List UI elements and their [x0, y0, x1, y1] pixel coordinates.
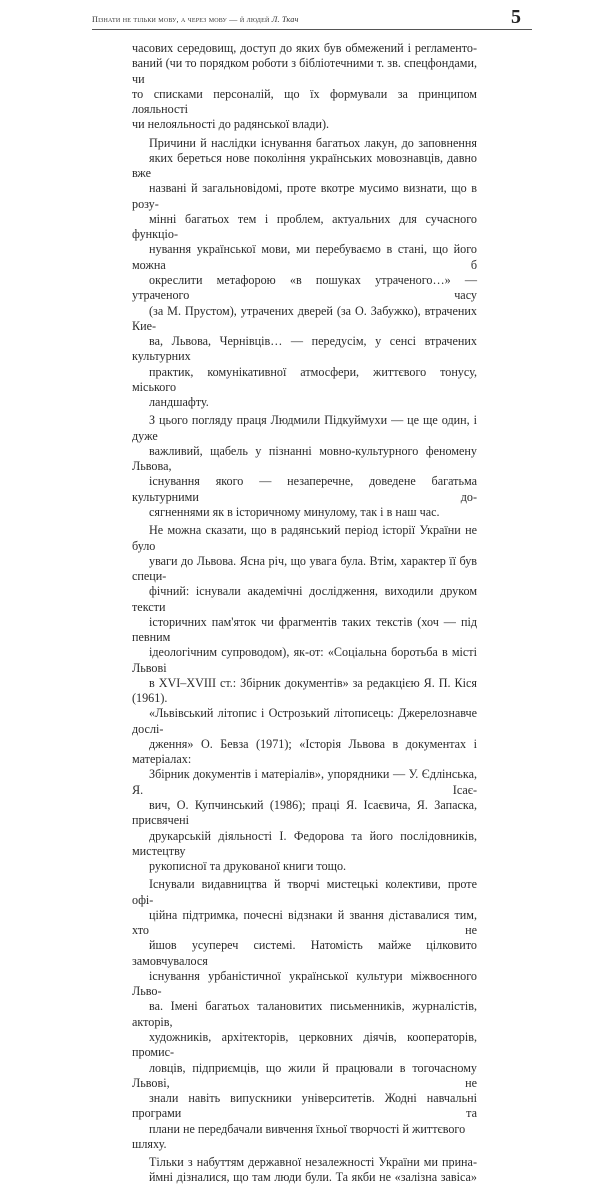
text-line: «Львівський літопис і Острозький літописець: Джерелознавче дослі-	[132, 706, 477, 736]
text-line: в XVI–XVIII ст.: Збірник документів» за редакцією Я. П. Кіся (1961).	[132, 675, 477, 706]
paragraph-3	[132, 413, 477, 520]
text-line: плани не передбачали вивчення їхньої творчості й життєвого шляху.	[132, 1121, 466, 1151]
text-line: існування якого — незаперечне, доведене багатьма культурними до-	[132, 474, 477, 504]
text-line: існування урбаністичної української культури міжвоєнного Льво-	[132, 968, 477, 999]
paragraph-2	[132, 136, 477, 411]
text-line: ловців, підприємців, що жили й працювали в тогочасному Львові, не	[132, 1060, 477, 1090]
text-line: рукописної та друкованої книги тощо.	[149, 859, 347, 874]
text-line: мінні багатьох тем і проблем, актуальних для сучасного функціо-	[132, 211, 477, 242]
text-line: художників, архітекторів, церковних діячів, кооператорів, промис-	[132, 1030, 477, 1060]
text-line: яких береться нове покоління українських мовознавців, давно вже	[132, 150, 477, 181]
text-line: Збірник документів і матеріалів», упорядники — У. Єдлінська, Я. Ісає-	[132, 767, 477, 797]
text-line: Причини й наслідки існування багатьох лакун, до заповнення	[149, 135, 477, 150]
body-text	[132, 41, 477, 1186]
text-line: історичних пам'яток чи фрагментів таких текстів (хоч — під певним	[132, 614, 477, 645]
running-title	[92, 15, 299, 24]
text-line: Існували видавництва й творчі мистецькі колективи, проте офі-	[132, 877, 477, 907]
text-line: З цього погляду праця Людмили Підкуймухи — це ще один, і дуже	[132, 413, 477, 443]
text-line: ційна підтримка, почесні відзнаки й звання діставалися тим, хто не	[132, 907, 477, 938]
paragraph-6	[132, 1155, 477, 1186]
text-line: сягненнями як в історичному минулому, так і в наш час.	[149, 504, 440, 519]
text-line: вич, О. Купчинський (1986); праці Я. Ісаєвича, Я. Запаска, присвячені	[132, 798, 477, 828]
text-line: знали навіть випускники університетів. Жодні навчальні програми та	[132, 1091, 477, 1121]
text-line: Тільки з набуттям державної незалежності України ми прина-	[149, 1155, 477, 1170]
text-line: ймні дізналися, що там люди були. Та якби не «залізна завіса»	[149, 1170, 477, 1185]
paragraph-5	[132, 877, 477, 1152]
text-line: часових середовищ, доступ до яких був обмежений і регламенто-	[132, 41, 477, 55]
text-line: ва, Львова, Чернівців… — передусім, у сенсі втрачених культурних	[132, 334, 477, 364]
page-number: 5	[511, 6, 521, 28]
text-line: ідеологічним супроводом), як-от: «Соціальна боротьба в місті Львові	[132, 645, 477, 675]
text-line: Не можна сказати, що в радянський період історії України не було	[132, 523, 477, 553]
text-line: важливий, щабель у пізнанні мовно-культурного феномену Львова,	[132, 443, 477, 474]
text-line: йшов усупереч системі. Натомість майже цілковито замовчувалося	[132, 938, 477, 968]
running-head	[92, 14, 532, 30]
text-line: чи нелояльності до радянської влади).	[132, 117, 330, 132]
text-line: окреслити метафорою «в пошуках утраченого…» — утраченого часу	[132, 272, 477, 303]
paragraph-4	[132, 523, 477, 874]
text-line: дження» О. Бевза (1971); «Історія Львова в документах і матеріалах:	[132, 736, 477, 767]
text-line: ландшафту.	[149, 395, 209, 410]
text-line: названі й загальновідомі, проте вкотре мусимо визнати, що в розу-	[132, 181, 477, 211]
text-line: ваний (чи то порядком роботи з бібліотечними т. зв. спецфондами, чи	[132, 56, 477, 86]
paragraph-1	[132, 41, 477, 133]
text-line: уваги до Львова. Ясна річ, що увага була. Втім, характер її був специ-	[132, 553, 477, 584]
text-line: друкарській діяльності І. Федорова та його послідовників, мистецтву	[132, 828, 477, 858]
text-line: (за М. Прустом), утрачених дверей (за О. Забужко), втрачених Кие-	[132, 303, 477, 333]
text-line: фічний: існували академічні дослідження, виходили друком тексти	[132, 584, 477, 614]
text-line: практик, комунікативної атмосфери, життєвого тонусу, міського	[132, 364, 477, 394]
text-line: ва. Імені багатьох талановитих письменників, журналістів, акторів,	[132, 999, 477, 1029]
text-line: то списками персоналій, що їх формували за принципом лояльності	[132, 86, 477, 117]
text-line: нування української мови, ми перебуваємо в стані, що його можна б	[132, 242, 477, 272]
running-title-author: Л. Ткач	[271, 15, 299, 24]
running-title-text: Пізнати не тільки мову, а через мову — й людей	[92, 15, 270, 24]
